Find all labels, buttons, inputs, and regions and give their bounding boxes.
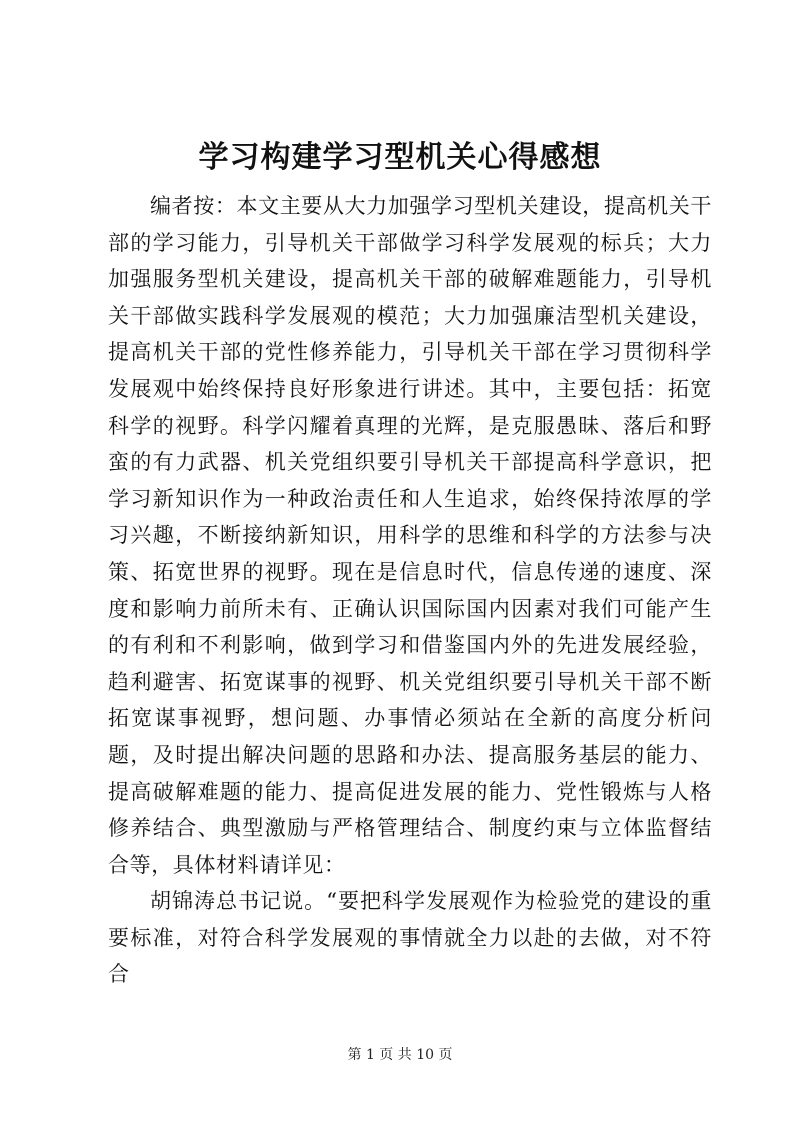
quote-paragraph: 胡锦涛总书记说。“要把科学发展观作为检验党的建设的重要标准，对符合科学发展观的事情就全力以赴的去做，对不符合	[108, 889, 712, 987]
document-body	[108, 188, 712, 993]
editor-note-paragraph: 编者按：本文主要从大力加强学习型机关建设，提高机关干部的学习能力，引导机关干部做学习科学发展观的标兵；大力加强服务型机关建设，提高机关干部的破解难题能力，引导机关干部做实践科学发展观的模范；大力加强廉洁型机关建设，提高机关干部的党性修养能力，引导机关干部在学习贯彻科学发展观中始终保持良好形象进行讲述。其中，主要包括：拓宽科学的视野。科学闪耀着真理的光辉，是克服愚昧、落后和野蛮的有力武器、机关党组织要引导机关干部提高科学意识，把学习新知识作为一种政治责任和人生追求，始终保持浓厚的学习兴趣，不断接纳新知识，用科学的思维和科学的方法参与决策、拓宽世界的视野。现在是信息时代，信息传递的速度、深度和影响力前所未有、正确认识国际国内因素对我们可能产生的有利和不利影响，做到学习和借鉴国内外的先进发展经验，趋利避害、拓宽谋事的视野、机关党组织要引导机关干部不断拓宽谋事视野，想问题、办事情必须站在全新的高度分析问题，及时提出解决问题的思路和办法、提高服务基层的能力、提高破解难题的能力、提高促进发展的能力、党性锻炼与人格修养结合、典型激励与严格管理结合、制度约束与立体监督结合等，具体材料请详见：	[108, 194, 712, 877]
document-title: 学习构建学习型机关心得感想	[198, 140, 602, 175]
page-footer: 第 1 页 共 10 页	[347, 1047, 453, 1063]
